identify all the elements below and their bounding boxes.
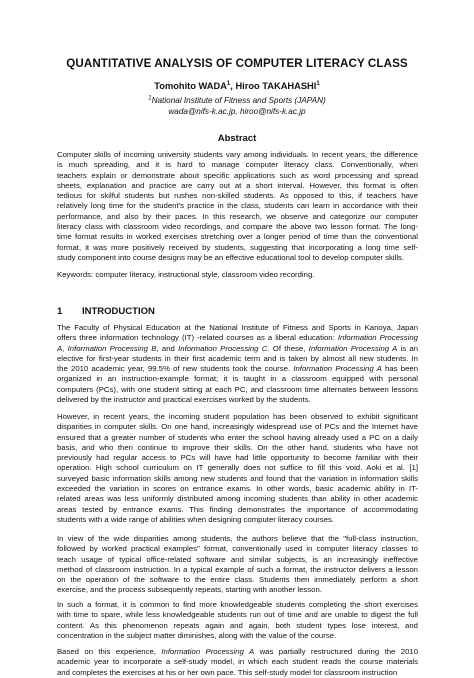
intro-p3-line: on the operation of the software to the entire class. Students then immediately perform a short [57,575,418,585]
course-name: A [57,343,63,353]
abstract-line: Computer skills of incoming university students vary among individuals. In recent years, the difference [57,150,418,159]
text-run: academic year to incorporate a self-study model, in which each student reads the course materials [57,657,418,667]
text-run: Based on this experience, [57,647,162,656]
text-run: and completes the exercises at his or her own pace. This self-study model for classroom instruction [57,667,398,677]
abstract-line: teachers explain or demonstrate about specific applications such as word processing and spread [57,170,418,180]
section-number: 1 [57,306,63,317]
affiliation-emails: wada@nifs-k.ac.jp, hiroo@nifs-k.ac.jp [168,106,306,116]
intro-p1-line [57,395,418,405]
intro-p4-line: with time to spare, while less knowledgeable students run out of time and are unable to digest the full [57,610,418,620]
abstract-line: performance, and also by their paces. In this research, we observe and categorize our computer [57,211,418,221]
text-run: delivered by the instructor and practical exercises worked by the students. [57,395,311,405]
intro-p2-line: previously had regular access to PCs will have had little opportunity to become familiar with their [57,453,418,463]
intro-p4-line: In such a format, it is common to find more knowledgeable students completing the short exercises [57,600,418,609]
text-run: , [62,343,68,353]
text-run: organized in an instruction-example format; it is taught in a classroom equipped with personal [57,374,418,384]
text-run: offers three information technology (IT) -related courses as a liberal education: [57,333,338,343]
intro-paragraph-5 [57,647,418,678]
intro-p3-line: method of classroom instruction. In a typical example of such a format, the instructor delivers a lesson [57,564,418,574]
abstract-heading: Abstract [217,133,257,144]
intro-p2-line: exceeded the variation in scores on entrance exams. In other words, basic academic ability in IT- [57,484,418,494]
intro-paragraph-4 [57,600,418,641]
intro-p5-line [57,657,418,667]
keywords: Keywords: computer literacy, instructional style, classroom video recording. [57,270,315,279]
text-run: computers (PCs), with one student sitting at each PC, and classroom time alternates between lessons [57,384,418,394]
abstract-line: time format results in worked exercises stretching over a longer period of time than the conventional [57,232,418,242]
intro-p2-line: ensured that a greater number of students who enter the school having already used a PC on a daily [57,432,418,442]
author-2-affil-mark: 1 [316,80,320,87]
course-name: Information Processing [337,333,418,343]
text-run: . Of these, [267,343,309,353]
affiliation [0,96,474,117]
intro-p5-line [57,647,418,657]
intro-p1-line [57,333,418,343]
affiliation-mark: 1 [148,95,152,102]
course-name: Information Processing A [293,364,382,374]
abstract-line: tedious for skilful students but rushes non-skilled students. As opposed to this, if teachers have [57,191,418,201]
paper-title: QUANTITATIVE ANALYSIS OF COMPUTER LITERACY CLASS [66,57,408,70]
intro-p2-line: related areas was less uniformly distributed among incoming students than ability in other academic [57,494,418,504]
intro-p1-line [57,364,418,374]
affiliation-institution: $^1$National Institute of Fitness and Sports (JAPAN) [148,95,326,105]
abstract-line: literacy class with classroom video recordings, and compare the above two lesson format. The long- [57,222,418,232]
intro-p1-line [57,344,418,354]
abstract-line: relatively long time for the student's practice in the class, students can learn in accordance with their [57,201,418,211]
intro-p2-line: However, in recent years, the incoming student population has been observed to exhibit significant [57,412,418,421]
intro-p2-line: surveyed basic information skills among new students and found that the variation in information skills [57,473,418,483]
course-name: Information Processing A [161,647,255,656]
course-name: Information Processing B [67,343,157,353]
intro-p2-line: areas tested by entrance exams. This finding demonstrates the importance of accommodating [57,504,418,514]
intro-p5-line [57,668,418,678]
section-heading-introduction [57,306,155,317]
abstract-body [57,150,418,263]
section-title: INTRODUCTION [82,306,155,317]
intro-p1-line [57,385,418,395]
intro-p2-line: students with a wide range of abilities when designing computer literacy courses. [57,514,334,524]
intro-p1-line [57,323,418,333]
course-name: Information Processing C [178,343,268,353]
intro-p1-line [57,374,418,384]
intro-p3-line: In view of the wide disparities among students, the authors believe that the "full-class instruction, [57,534,418,543]
text-run: has been [381,364,418,374]
intro-p4-line: concentration in the subject matter diminishes, along with the value of the course. [57,630,337,640]
intro-p3-line: teach usage of typical office-related software and similar subjects, is an increasingly ineffective [57,554,418,564]
text-run: was partially restructured during the 2010 [254,647,418,656]
intro-paragraph-1 [57,323,418,405]
author-1: Tomohito WADA [154,81,227,91]
abstract-line: study component into course designs may be an effective educational tool to develop computer skills. [57,252,405,262]
intro-p4-line: content. As this phenomenon repeats again and again, both student types lose interest, and [57,620,418,630]
abstract-line: is much spreading, and it is hard to manage computer literacy class. Conventionally, when [57,160,418,170]
intro-p3-line: followed by worked practical examples" format, conventionally used in computer literacy classes to [57,544,418,554]
intro-p2-line: disparities in computer skills. On one hand, increasingly widespread use of PCs and the Internet have [57,422,418,432]
text-run: , and [156,343,179,353]
author-1-affil-mark: 1 [226,80,231,87]
text-run: elective for first-year students in their first academic term and is taken by almost all new students. In [57,353,418,363]
text-run: the 2010 academic year, 99.5% of new students took the course. [57,364,294,374]
author-separator: , [230,81,236,91]
abstract-line: sheets, explanation and practice are carry out at a short interval. However, this format is often [57,180,418,190]
intro-p2-line: operation. High school curriculum on IT generally does not suffice to fill this void. Aoki et al. [1] [57,463,418,473]
intro-p3-line: exercise, and the process subsequently repeats, starting with another lesson. [57,585,322,595]
intro-p1-line [57,354,418,364]
intro-paragraph-3 [57,534,418,596]
abstract-line: format, it was more positively received by students, suggesting that incorporating a long time self- [57,242,418,252]
author-line [0,81,474,91]
course-name: Information Processing A [308,343,398,353]
author-2: Hiroo TAKAHASHI [235,81,317,91]
text-run: The Faculty of Physical Education at the National Institute of Fitness and Sports in Kanoya, Japan [57,323,418,332]
intro-p2-line: basis, and who then continue to improve their skills. On the other hand, students who have not [57,442,418,452]
text-run: is an [397,343,418,353]
intro-paragraph-2 [57,412,418,525]
